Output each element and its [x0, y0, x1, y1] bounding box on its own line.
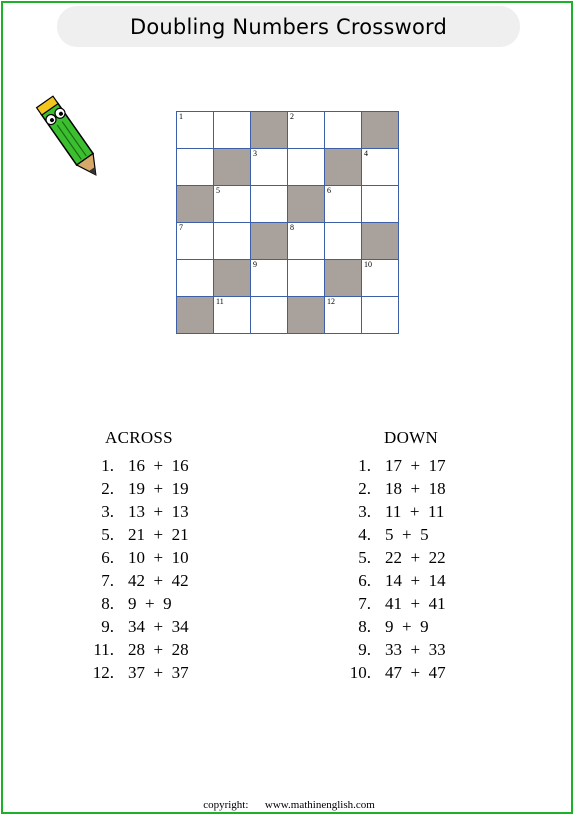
clue-expression: 41 + 41	[385, 593, 446, 613]
clue-number: 6	[327, 186, 331, 195]
answer-cell[interactable]	[251, 297, 288, 334]
answer-cell[interactable]	[362, 260, 399, 297]
clue-number: 3.	[358, 501, 371, 521]
answer-cell[interactable]	[362, 186, 399, 223]
clue-item	[345, 592, 446, 615]
shaded-cell	[214, 149, 251, 186]
clue-number: 11	[216, 297, 224, 306]
clue-number: 11.	[93, 639, 114, 659]
clue-number: 3	[253, 149, 257, 158]
shaded-cell	[251, 112, 288, 149]
page-title: Doubling Numbers Crossword	[129, 14, 447, 39]
shaded-cell	[177, 186, 214, 223]
answer-cell[interactable]	[214, 297, 251, 334]
clue-number: 4.	[358, 524, 371, 544]
shaded-cell	[325, 149, 362, 186]
clue-number: 10	[364, 260, 372, 269]
answer-cell[interactable]	[251, 186, 288, 223]
clue-expression: 13 + 13	[128, 501, 189, 521]
clue-expression: 14 + 14	[385, 570, 446, 590]
down-heading: DOWN	[384, 428, 439, 447]
answer-cell[interactable]	[177, 112, 214, 149]
clue-expression: 18 + 18	[385, 478, 446, 498]
clue-expression: 9 + 9	[128, 593, 172, 613]
clue-item	[88, 592, 189, 615]
clue-number: 10.	[349, 662, 371, 682]
answer-cell[interactable]	[325, 186, 362, 223]
clue-number: 1.	[358, 455, 371, 475]
answer-cell[interactable]	[177, 149, 214, 186]
clue-item	[345, 661, 446, 684]
shaded-cell	[288, 297, 325, 334]
answer-cell[interactable]	[288, 112, 325, 149]
down-clues	[345, 454, 446, 684]
clue-item	[88, 523, 189, 546]
clue-number: 7.	[358, 593, 371, 613]
footer	[0, 799, 578, 811]
title-bar	[57, 6, 520, 47]
clue-expression: 21 + 21	[128, 524, 189, 544]
clue-item	[345, 569, 446, 592]
shaded-cell	[288, 186, 325, 223]
answer-cell[interactable]	[177, 223, 214, 260]
clue-expression: 11 + 11	[385, 501, 445, 521]
clue-item	[88, 454, 189, 477]
shaded-cell	[214, 260, 251, 297]
clue-number: 1.	[101, 455, 114, 475]
clue-number: 7	[179, 223, 183, 232]
clue-number: 4	[364, 149, 368, 158]
clue-number: 6.	[101, 547, 114, 567]
across-clues	[88, 454, 189, 684]
clue-number: 7.	[101, 570, 114, 590]
clue-number: 9	[253, 260, 257, 269]
answer-cell[interactable]	[325, 223, 362, 260]
clue-expression: 22 + 22	[385, 547, 446, 567]
shaded-cell	[251, 223, 288, 260]
answer-cell[interactable]	[214, 223, 251, 260]
clue-item	[345, 500, 446, 523]
clue-item	[345, 546, 446, 569]
clue-item	[88, 638, 189, 661]
clue-expression: 37 + 37	[128, 662, 189, 682]
answer-cell[interactable]	[251, 260, 288, 297]
clue-expression: 34 + 34	[128, 616, 189, 636]
clue-expression: 19 + 19	[128, 478, 189, 498]
clue-number: 8.	[358, 616, 371, 636]
clue-expression: 10 + 10	[128, 547, 189, 567]
clue-item	[88, 569, 189, 592]
clue-item	[88, 500, 189, 523]
answer-cell[interactable]	[288, 149, 325, 186]
clue-expression: 28 + 28	[128, 639, 189, 659]
clue-number: 8.	[101, 593, 114, 613]
clue-expression: 47 + 47	[385, 662, 446, 682]
clue-item	[345, 638, 446, 661]
answer-cell[interactable]	[214, 186, 251, 223]
answer-cell[interactable]	[325, 297, 362, 334]
pencil-mascot-icon	[30, 88, 110, 188]
clue-expression: 33 + 33	[385, 639, 446, 659]
clue-expression: 9 + 9	[385, 616, 429, 636]
clue-number: 3.	[101, 501, 114, 521]
clue-number: 8	[290, 223, 294, 232]
clue-number: 2	[290, 112, 294, 121]
clue-number: 5	[216, 186, 220, 195]
answer-cell[interactable]	[214, 112, 251, 149]
clue-expression: 5 + 5	[385, 524, 429, 544]
answer-cell[interactable]	[177, 260, 214, 297]
answer-cell[interactable]	[325, 112, 362, 149]
shaded-cell	[362, 223, 399, 260]
shaded-cell	[325, 260, 362, 297]
clue-item	[88, 661, 189, 684]
website-link[interactable]: www.mathinenglish.com	[264, 799, 375, 811]
clue-item	[345, 454, 446, 477]
clue-expression: 42 + 42	[128, 570, 189, 590]
answer-cell[interactable]	[362, 297, 399, 334]
shaded-cell	[362, 112, 399, 149]
clue-number: 12.	[92, 662, 114, 682]
clue-number: 9.	[358, 639, 371, 659]
answer-cell[interactable]	[251, 149, 288, 186]
clue-number: 6.	[358, 570, 371, 590]
clue-item	[88, 546, 189, 569]
clue-number: 5.	[358, 547, 371, 567]
clue-number: 2.	[101, 478, 114, 498]
clue-item	[345, 477, 446, 500]
clue-number: 9.	[101, 616, 114, 636]
answer-cell[interactable]	[288, 223, 325, 260]
clue-item	[88, 477, 189, 500]
clue-number: 5.	[101, 524, 114, 544]
copyright-label: copyright:	[203, 799, 249, 811]
clue-item	[345, 523, 446, 546]
clue-expression: 16 + 16	[128, 455, 189, 475]
clue-item	[88, 615, 189, 638]
shaded-cell	[177, 297, 214, 334]
clue-number: 12	[327, 297, 335, 306]
clue-number: 2.	[358, 478, 371, 498]
crossword-grid	[176, 111, 399, 334]
across-heading: ACROSS	[105, 428, 173, 447]
clue-expression: 17 + 17	[385, 455, 446, 475]
clue-item	[345, 615, 446, 638]
answer-cell[interactable]	[288, 260, 325, 297]
clue-number: 1	[179, 112, 183, 121]
answer-cell[interactable]	[362, 149, 399, 186]
